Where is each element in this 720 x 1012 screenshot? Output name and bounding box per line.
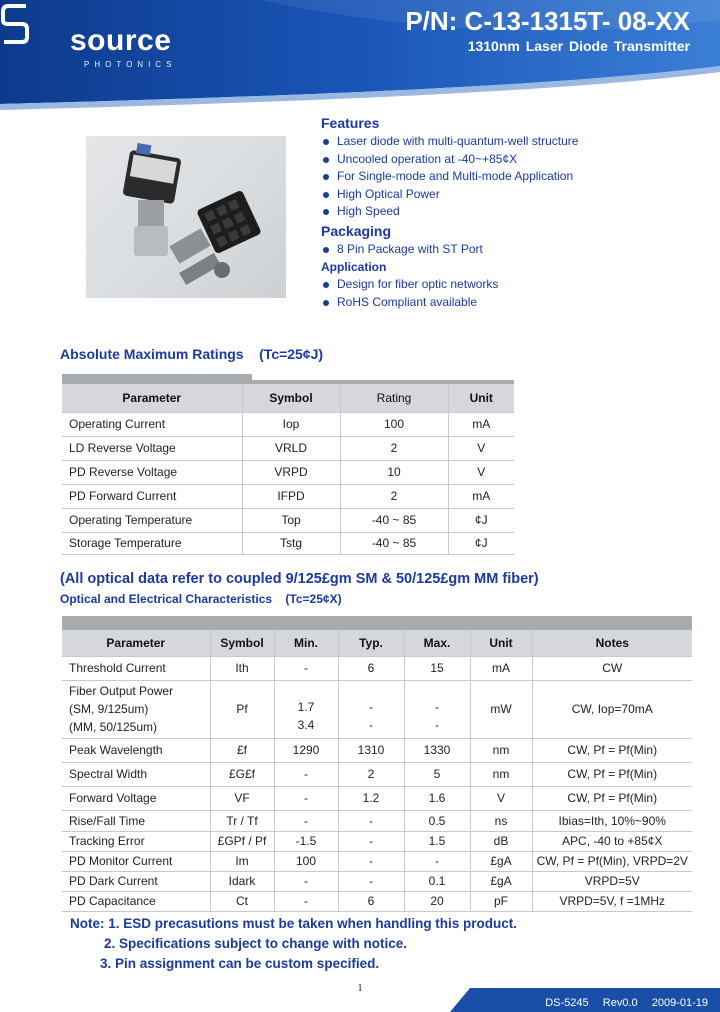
table-cell: 1310 bbox=[338, 738, 404, 762]
table-cell: - bbox=[274, 891, 338, 911]
logo-text: source bbox=[70, 24, 172, 57]
table-cell: - bbox=[338, 831, 404, 851]
column-header: Max. bbox=[404, 630, 470, 656]
table-cell: 6 bbox=[338, 656, 404, 680]
packaging-title: Packaging bbox=[321, 222, 392, 239]
table-cell: 1330 bbox=[404, 738, 470, 762]
table-row bbox=[62, 891, 692, 911]
table-cell: Storage Temperature bbox=[62, 532, 242, 554]
value-line: - bbox=[435, 718, 439, 732]
value-line: - bbox=[435, 700, 439, 714]
table-row bbox=[62, 656, 692, 680]
table-cell: V bbox=[448, 436, 514, 460]
param-line: (SM, 9/125um) bbox=[69, 702, 149, 716]
table-cell: APC, -40 to +85¢X bbox=[532, 831, 692, 851]
features-list bbox=[321, 133, 701, 221]
table-cell: dB bbox=[470, 831, 532, 851]
table-cell: - bbox=[338, 871, 404, 891]
source-photonics-logo-icon bbox=[0, 0, 30, 48]
param-line: Fiber Output Power bbox=[69, 684, 174, 698]
table-cell: Pf bbox=[210, 680, 274, 738]
table-cell: CW, Pf = Pf(Min) bbox=[532, 738, 692, 762]
table-cell: VRPD=5V bbox=[532, 871, 692, 891]
table-cell: 10 bbox=[340, 460, 448, 484]
table-cell: 2 bbox=[340, 436, 448, 460]
note-line: 3. Pin assignment can be custom specified. bbox=[100, 956, 380, 971]
table-cell: PD Capacitance bbox=[62, 891, 210, 911]
table-cell: Ibias=Ith, 10%~90% bbox=[532, 810, 692, 831]
value-line: 1.7 bbox=[297, 700, 315, 714]
table-cell: - bbox=[338, 851, 404, 871]
table-cell: 1.5 bbox=[404, 831, 470, 851]
table-row bbox=[62, 484, 514, 508]
table-cell: - bbox=[338, 810, 404, 831]
optical-table bbox=[62, 630, 692, 912]
table-row bbox=[62, 680, 692, 738]
table-row bbox=[62, 831, 692, 851]
table-cell: ns bbox=[470, 810, 532, 831]
table-cell: 1.6 bbox=[404, 786, 470, 810]
table-cell: 100 bbox=[274, 851, 338, 871]
packaging-list bbox=[321, 241, 701, 259]
table-row bbox=[62, 851, 692, 871]
table-cell: £gA bbox=[470, 851, 532, 871]
table-cell: mW bbox=[470, 680, 532, 738]
list-item: RoHS Compliant available bbox=[321, 294, 701, 312]
table-cell: Iop bbox=[242, 412, 340, 436]
product-subtitle: 1310nm Laser Diode Transmitter bbox=[467, 38, 690, 54]
table-row bbox=[62, 810, 692, 831]
table-cell: Operating Temperature bbox=[62, 508, 242, 532]
abs-max-table bbox=[62, 384, 514, 555]
table-cell: pF bbox=[470, 891, 532, 911]
table-cell: IFPD bbox=[242, 484, 340, 508]
list-item: Uncooled operation at -40~+85¢X bbox=[321, 151, 701, 169]
table-cell: CW, Pf = Pf(Min) bbox=[532, 762, 692, 786]
list-item: 8 Pin Package with ST Port bbox=[321, 241, 701, 259]
value-line: - bbox=[369, 700, 373, 714]
table-cell: PD Monitor Current bbox=[62, 851, 210, 871]
page-number: 1 bbox=[357, 982, 363, 994]
notes-section bbox=[70, 914, 517, 974]
table-cell: Idark bbox=[210, 871, 274, 891]
column-header: Unit bbox=[470, 630, 532, 656]
list-item: For Single-mode and Multi-mode Application bbox=[321, 168, 701, 186]
table-cell: - bbox=[274, 786, 338, 810]
table-cell: VRPD bbox=[242, 460, 340, 484]
table-cell: Spectral Width bbox=[62, 762, 210, 786]
column-header: Parameter bbox=[62, 630, 210, 656]
features-section bbox=[321, 115, 701, 313]
table-cell: £GPf / Pf bbox=[210, 831, 274, 851]
table-cell: ¢J bbox=[448, 508, 514, 532]
table-cell: mA bbox=[470, 656, 532, 680]
table-cell: Ct bbox=[210, 891, 274, 911]
table-cell: -40 ~ 85 bbox=[340, 508, 448, 532]
table-cell: -1.5 bbox=[274, 831, 338, 851]
table-cell: £G£f bbox=[210, 762, 274, 786]
table-cell: - bbox=[274, 810, 338, 831]
table-cell: CW, Pf = Pf(Min), VRPD=2V bbox=[532, 851, 692, 871]
table-cell: Threshold Current bbox=[62, 656, 210, 680]
document-revision: DS-5245 Rev0.0 2009-01-19 bbox=[545, 997, 708, 1009]
table-cell: CW bbox=[532, 656, 692, 680]
list-item: Laser diode with multi-quantum-well structure bbox=[321, 133, 701, 151]
column-header: Rating bbox=[340, 384, 448, 412]
column-header: Symbol bbox=[242, 384, 340, 412]
table-cell: Operating Current bbox=[62, 412, 242, 436]
table-cell: PD Dark Current bbox=[62, 871, 210, 891]
table-cell: - bbox=[274, 762, 338, 786]
table-row bbox=[62, 436, 514, 460]
table-cell: mA bbox=[448, 412, 514, 436]
table-cell: 1.2 bbox=[338, 786, 404, 810]
table-header-row bbox=[62, 384, 514, 412]
table-cell: CW, Iop=70mA bbox=[532, 680, 692, 738]
note-line: 2. Specifications subject to change with notice. bbox=[104, 936, 408, 951]
table-row bbox=[62, 738, 692, 762]
table-cell: Ith bbox=[210, 656, 274, 680]
table-cell: nm bbox=[470, 738, 532, 762]
table-cell: - bbox=[404, 851, 470, 871]
table-cell: -40 ~ 85 bbox=[340, 532, 448, 554]
table-cell: Tr / Tf bbox=[210, 810, 274, 831]
logo-subtext: PHOTONICS bbox=[84, 60, 177, 69]
table-cell bbox=[404, 680, 470, 738]
table-cell: Top bbox=[242, 508, 340, 532]
optical-heading: (All optical data refer to coupled 9/125£gm SM & 50/125£gm MM fiber) bbox=[60, 571, 539, 587]
column-header: Unit bbox=[448, 384, 514, 412]
table-cell: 20 bbox=[404, 891, 470, 911]
column-header: Parameter bbox=[62, 384, 242, 412]
table-cell bbox=[274, 680, 338, 738]
list-item: High Optical Power bbox=[321, 186, 701, 204]
application-list bbox=[321, 276, 701, 311]
optical-subheading: Optical and Electrical Characteristics (Tc=25¢X) bbox=[60, 592, 342, 606]
value-line: 3.4 bbox=[297, 718, 315, 732]
application-title: Application bbox=[321, 260, 387, 274]
column-header: Min. bbox=[274, 630, 338, 656]
table-cell: 15 bbox=[404, 656, 470, 680]
table-cell: 0.5 bbox=[404, 810, 470, 831]
table-row bbox=[62, 508, 514, 532]
table-cell: 2 bbox=[340, 484, 448, 508]
table-cell: V bbox=[470, 786, 532, 810]
table-cell: PD Reverse Voltage bbox=[62, 460, 242, 484]
table-cell: Tracking Error bbox=[62, 831, 210, 851]
table-cell: 0.1 bbox=[404, 871, 470, 891]
table-cell: Forward Voltage bbox=[62, 786, 210, 810]
table-row bbox=[62, 412, 514, 436]
table-cell: nm bbox=[470, 762, 532, 786]
abs-max-heading: Absolute Maximum Ratings (Tc=25¢J) bbox=[60, 346, 324, 362]
table-cell: £f bbox=[210, 738, 274, 762]
table-cell: Im bbox=[210, 851, 274, 871]
table-cell bbox=[62, 680, 210, 738]
table-cell: V bbox=[448, 460, 514, 484]
part-number: P/N: C-13-1315T- 08-XX bbox=[405, 6, 690, 36]
table-cell: CW, Pf = Pf(Min) bbox=[532, 786, 692, 810]
list-item: High Speed bbox=[321, 203, 701, 221]
laser-transmitter-photo bbox=[86, 136, 286, 298]
table-cell: VRLD bbox=[242, 436, 340, 460]
param-line: (MM, 50/125um) bbox=[69, 720, 158, 734]
column-header: Typ. bbox=[338, 630, 404, 656]
table-cell: - bbox=[274, 871, 338, 891]
value-line: - bbox=[369, 718, 373, 732]
table-header-row bbox=[62, 630, 692, 656]
table-row bbox=[62, 532, 514, 554]
table-cell: 100 bbox=[340, 412, 448, 436]
table-row bbox=[62, 786, 692, 810]
table-cell: mA bbox=[448, 484, 514, 508]
table-cell: LD Reverse Voltage bbox=[62, 436, 242, 460]
table-cell bbox=[338, 680, 404, 738]
table-cell: Peak Wavelength bbox=[62, 738, 210, 762]
page-header bbox=[0, 0, 720, 110]
table-cell: ¢J bbox=[448, 532, 514, 554]
page-footer bbox=[450, 988, 720, 1012]
table-cell: VRPD=5V, f =1MHz bbox=[532, 891, 692, 911]
table-cell: VF bbox=[210, 786, 274, 810]
table-row bbox=[62, 871, 692, 891]
list-item: Design for fiber optic networks bbox=[321, 276, 701, 294]
table-cell: 6 bbox=[338, 891, 404, 911]
table-cell: 1290 bbox=[274, 738, 338, 762]
table-top-border bbox=[62, 616, 692, 630]
table-cell: Tstg bbox=[242, 532, 340, 554]
table-cell: 5 bbox=[404, 762, 470, 786]
table-row bbox=[62, 762, 692, 786]
column-header: Symbol bbox=[210, 630, 274, 656]
table-cell: PD Forward Current bbox=[62, 484, 242, 508]
table-cell: - bbox=[274, 656, 338, 680]
table-cell: £gA bbox=[470, 871, 532, 891]
note-line: Note: 1. ESD precasutions must be taken when handling this product. bbox=[70, 916, 518, 931]
features-title: Features bbox=[321, 115, 380, 131]
column-header: Notes bbox=[532, 630, 692, 656]
table-cell: 2 bbox=[338, 762, 404, 786]
table-row bbox=[62, 460, 514, 484]
table-cell: Rise/Fall Time bbox=[62, 810, 210, 831]
